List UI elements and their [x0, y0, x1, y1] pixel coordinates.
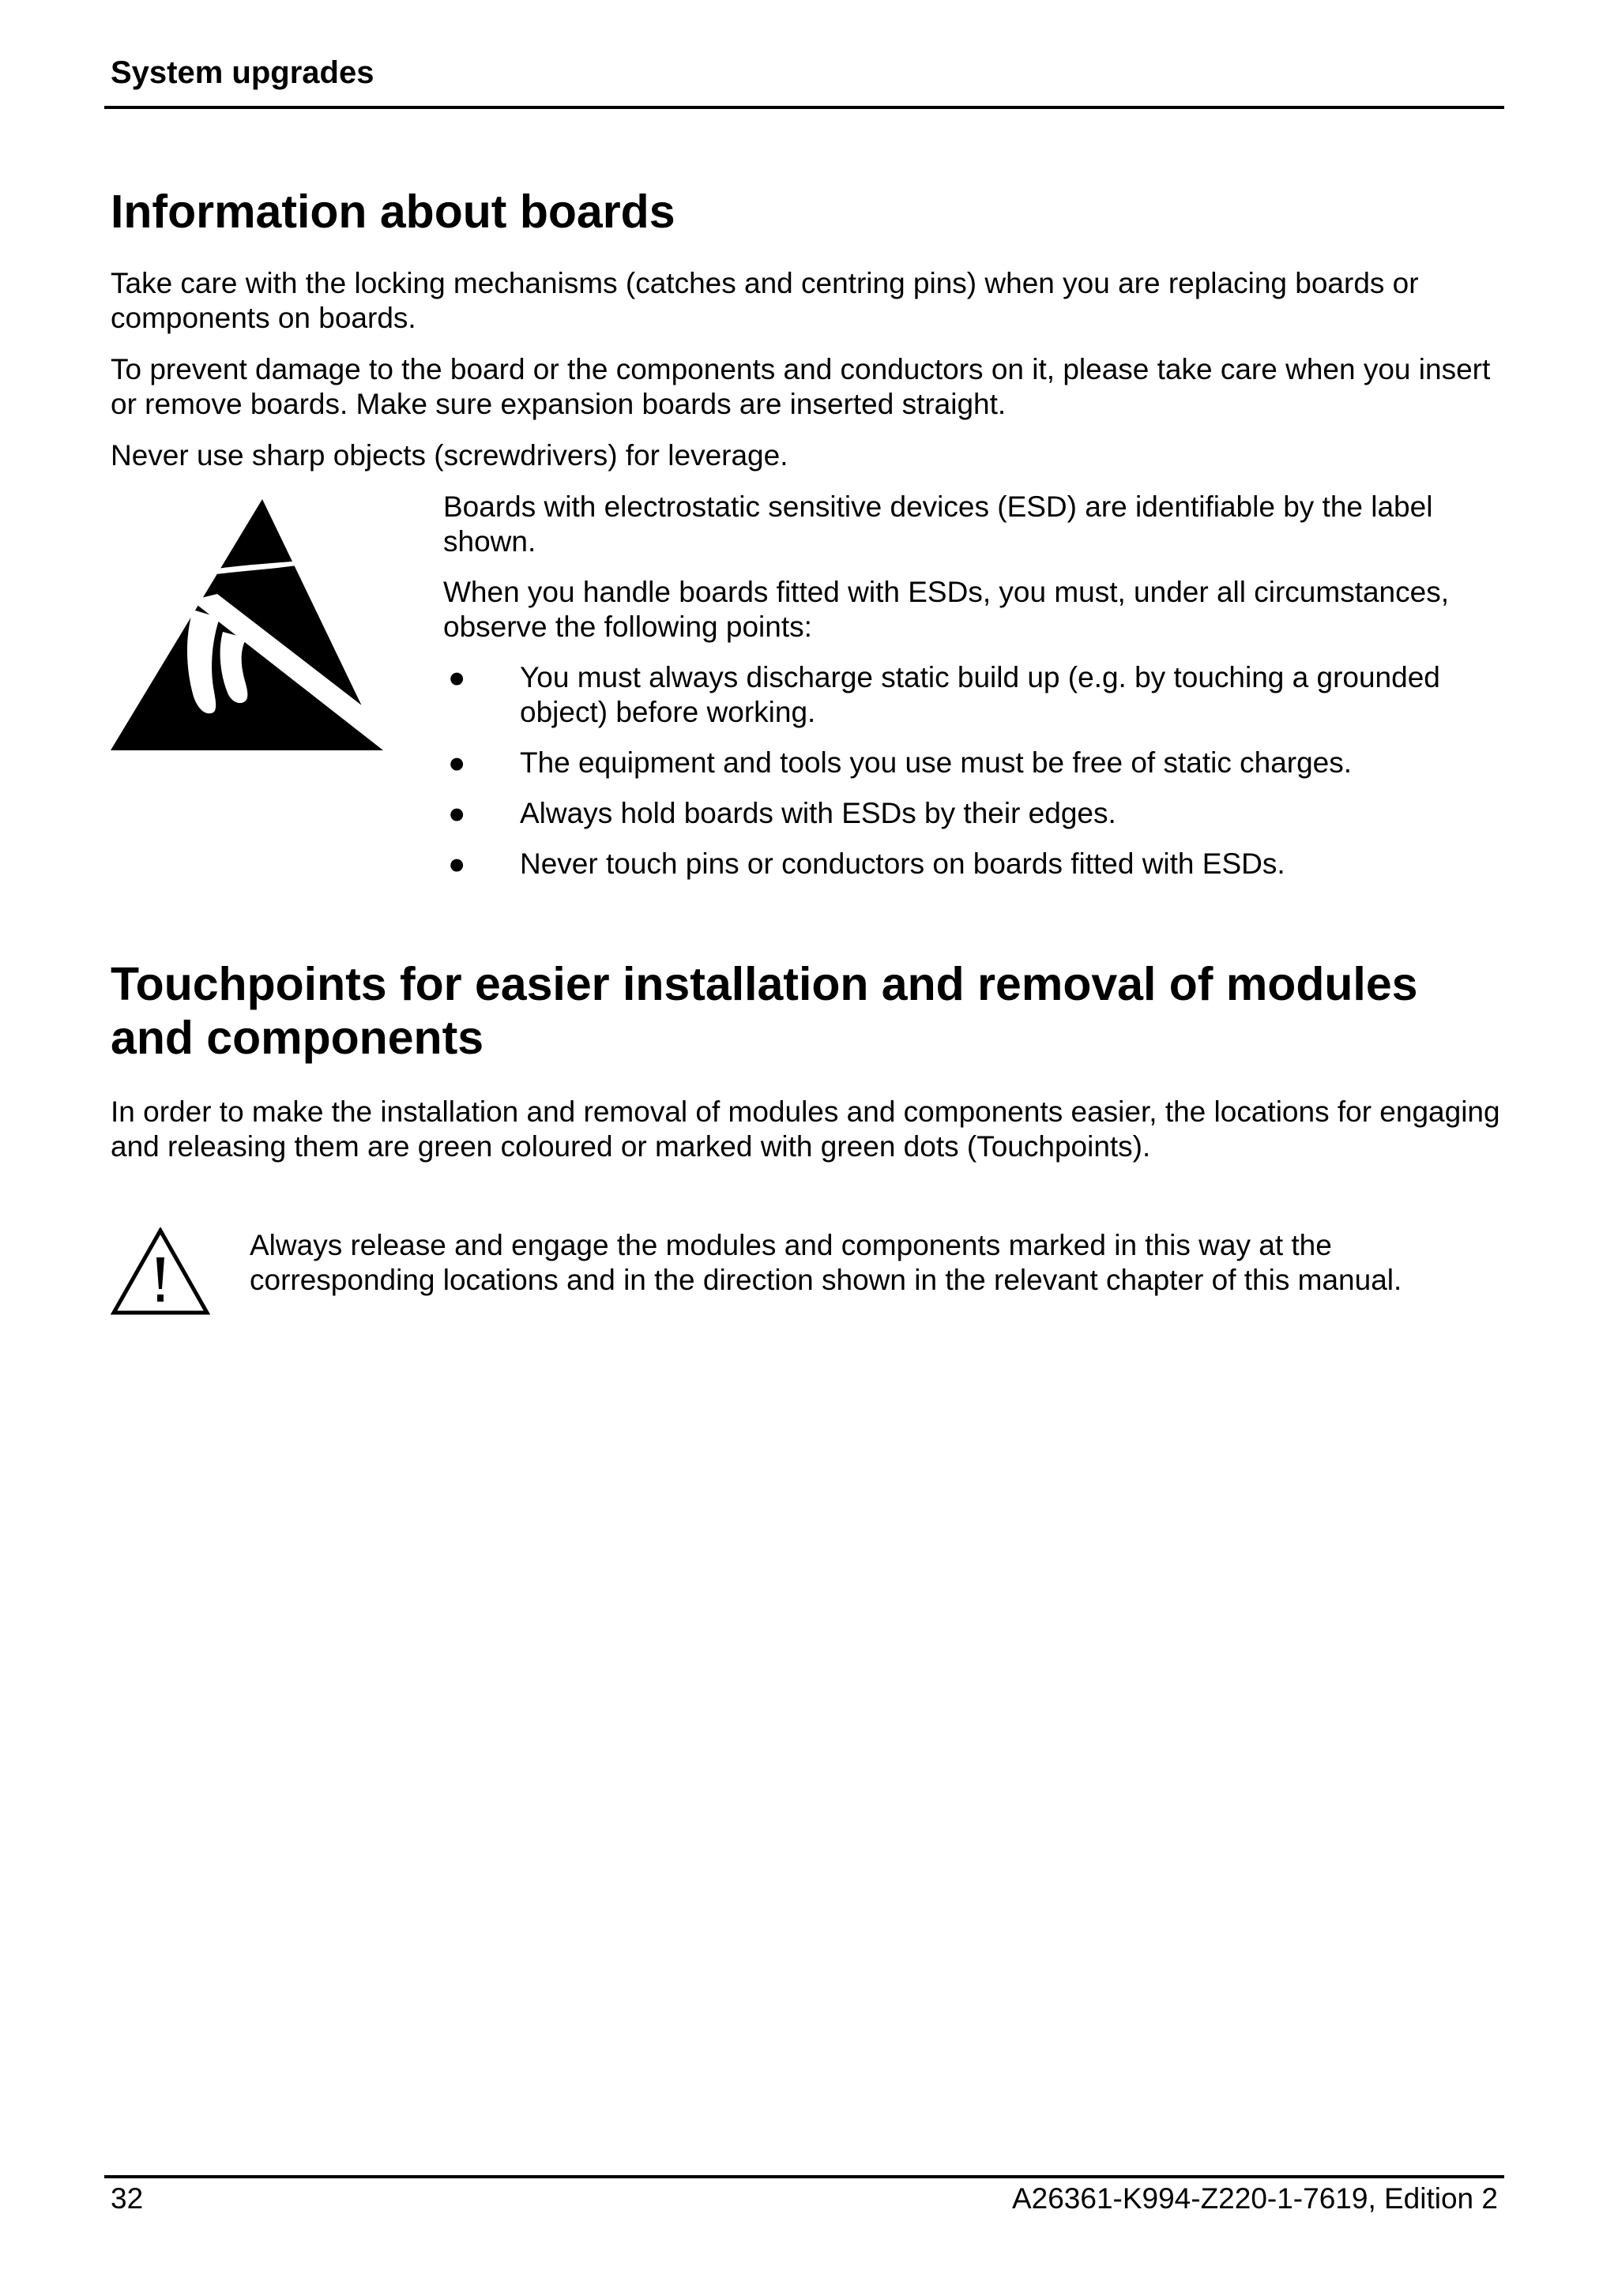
esd-paragraph-points: When you handle boards fitted with ESDs, you must, under all circumstances, observe the following points:: [443, 576, 1449, 643]
running-header: System upgrades: [111, 55, 374, 90]
header-rule: [104, 106, 1504, 109]
paragraph-locking: Take care with the locking mechanisms (catches and centring pins) when you are replacing boards or components on boards.: [111, 267, 1419, 334]
bullet-text: You must always discharge static build up (e.g. by touching a grounded object) before working.: [520, 661, 1440, 728]
bullet-icon: ●: [448, 847, 466, 880]
list-item: [443, 746, 1502, 780]
bullet-icon: ●: [448, 797, 466, 829]
section-heading-touchpoints: Touchpoints for easier installation and removal of modules and components: [111, 958, 1418, 1064]
list-item: [443, 796, 1502, 831]
footer-rule: [104, 2175, 1504, 2178]
document-id: A26361-K994-Z220-1-7619, Edition 2: [1011, 2182, 1498, 2215]
paragraph-damage: To prevent damage to the board or the components and conductors on it, please take care when you insert or remove boards. Make sure expansion boards are inserted straight.: [111, 353, 1491, 420]
bullet-text: The equipment and tools you use must be free of static charges.: [520, 746, 1353, 779]
list-item: [443, 847, 1502, 881]
list-item: [443, 660, 1502, 730]
bullet-text: Always hold boards with ESDs by their edges.: [520, 797, 1116, 829]
esd-paragraph-label: Boards with electrostatic sensitive devices (ESD) are identifiable by the label shown.: [443, 490, 1433, 558]
section-heading-boards: Information about boards: [111, 186, 675, 238]
bullet-text: Never touch pins or conductors on boards fitted with ESDs.: [520, 847, 1285, 880]
bullet-icon: ●: [448, 661, 466, 693]
esd-bullet-list: [443, 660, 1502, 881]
esd-info-block: [443, 490, 1502, 881]
esd-warning-icon: [111, 499, 383, 750]
warning-text: Always release and engage the modules and components marked in this way at the corresponding locations and in the direction shown in the relevant chapter of this manual.: [250, 1229, 1402, 1296]
page-number: 32: [111, 2182, 144, 2215]
bullet-icon: ●: [448, 746, 466, 779]
paragraph-touchpoints: In order to make the installation and removal of modules and components easier, the locations for engaging and releasing them are green coloured or marked with green dots (Touchpoints).: [111, 1095, 1500, 1163]
paragraph-sharp-objects: Never use sharp objects (screwdrivers) for leverage.: [111, 439, 788, 472]
caution-triangle-icon: [111, 1227, 210, 1316]
